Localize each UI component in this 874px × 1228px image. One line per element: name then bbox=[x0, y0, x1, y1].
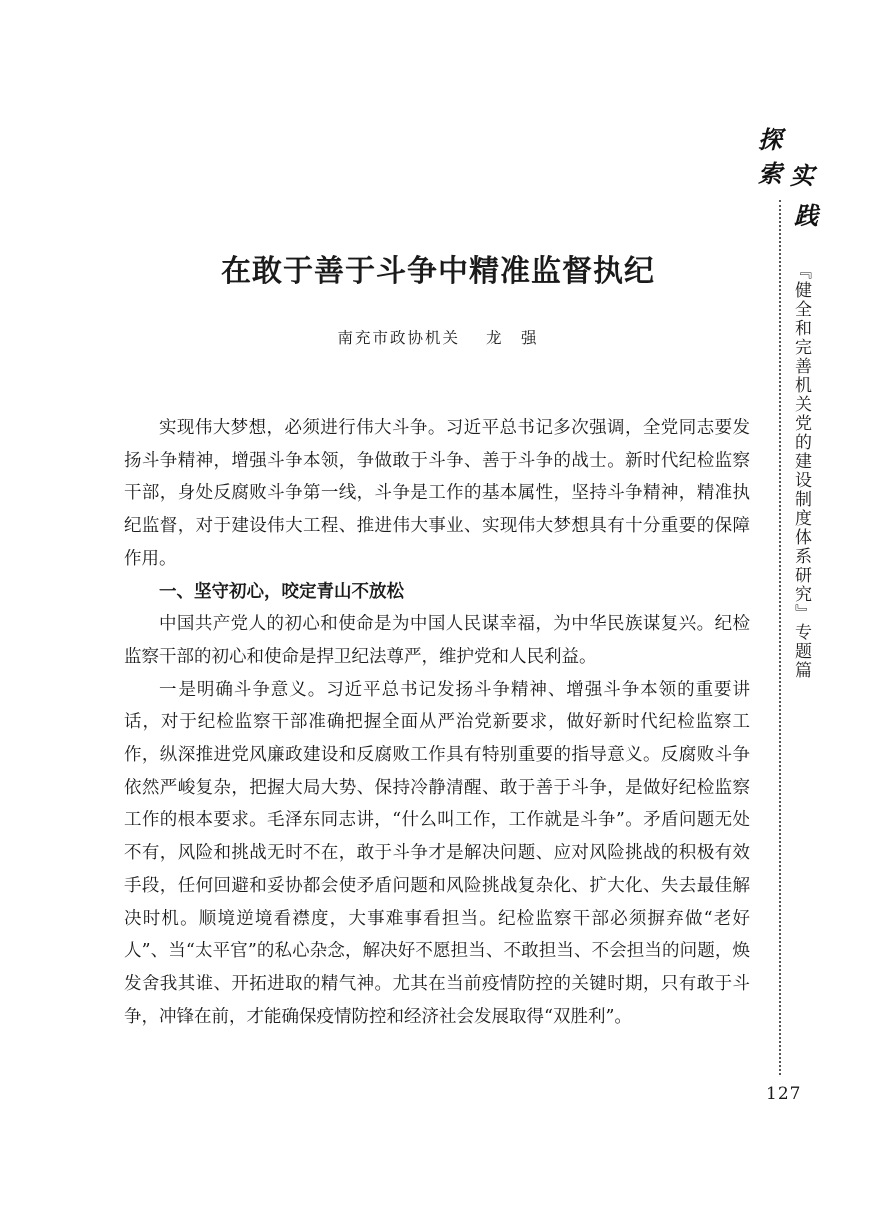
logo-char: 索 bbox=[758, 160, 782, 188]
byline bbox=[120, 326, 756, 348]
author-org: 南充市政协机关 bbox=[337, 329, 460, 347]
sidebar-divider bbox=[779, 200, 781, 1075]
column-title: 『健全和完善机关党的建设制度体系研究』专题篇 bbox=[791, 262, 811, 680]
lead-marker: 一 bbox=[159, 679, 179, 700]
logo-char: 实 bbox=[790, 162, 814, 190]
article-title: 在敢于善于斗争中精准监督执纪 bbox=[221, 254, 655, 289]
column-logo bbox=[754, 120, 824, 232]
paragraph-text: 是明确斗争意义。习近平总书记发扬斗争精神、增强斗争本领的重要讲话，对于纪检监察干部准确把握全面从严治党新要求，做好新时代纪检监察工作，纵深推进党风廉政建设和反腐败工作具有特别重要的指导意义。反腐败斗争依然严峻复杂，把握大局大势、保持冷静清醒、敢于善于斗争，是做好纪检监察工作的根本要求。毛泽东同志讲，“什么叫工作，工作就是斗争”。矛盾问题无处不有，风险和挑战无时不在，敢于斗争才是解决问题、应对风险挑战的积极有效手段，任何回避和妥协都会使矛盾问题和风险挑战复杂化、扩大化、失去最佳解决时机。顺境逆境看襟度，大事难事看担当。纪检监察干部必须摒弃做“老好人”、当“太平官”的私心杂念，解决好不愿担当、不敢担当、不会担当的问题，焕发舍我其谁、开拓进取的精气神。尤其在当前疫情防控的关键时期，只有敢于斗争，冲锋在前，才能确保疫情防控和经济社会发展取得“双胜利”。 bbox=[124, 679, 750, 1027]
author-name: 龙 强 bbox=[486, 329, 539, 347]
article-body bbox=[124, 412, 750, 1033]
paragraph bbox=[124, 674, 750, 1034]
page-number: 127 bbox=[766, 1084, 802, 1104]
section-heading: 一、坚守初心，咬定青山不放松 bbox=[159, 581, 404, 602]
logo-char: 践 bbox=[794, 202, 818, 230]
logo-char: 探 bbox=[758, 126, 782, 154]
paragraph-intro: 实现伟大梦想，必须进行伟大斗争。习近平总书记多次强调，全党同志要发扬斗争精神，增强斗争本领，争做敢于斗争、善于斗争的战士。新时代纪检监察干部，身处反腐败斗争第一线，斗争是工作的基本属性，坚持斗争精神，精准执纪监督，对于建设伟大工程、推进伟大事业、实现伟大梦想具有十分重要的保障作用。 bbox=[124, 418, 750, 569]
paragraph: 中国共产党人的初心和使命是为中国人民谋幸福，为中华民族谋复兴。纪检监察干部的初心和使命是捍卫纪法尊严，维护党和人民利益。 bbox=[124, 614, 750, 667]
